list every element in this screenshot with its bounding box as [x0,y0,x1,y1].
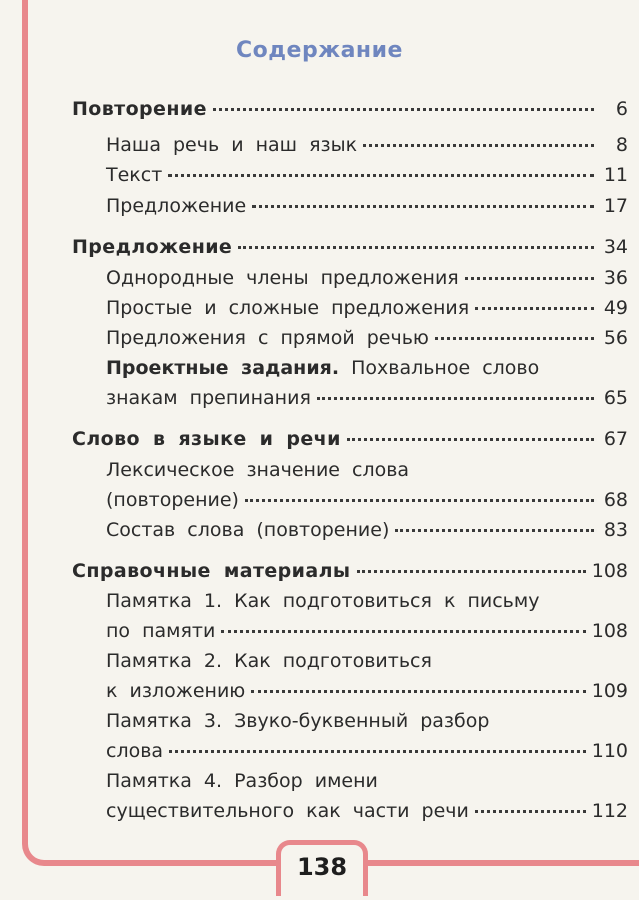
toc-entry-first-line: Лексическое значение слова [106,459,410,481]
toc-page-number: 17 [603,195,628,217]
toc-entry-text: Простые и сложные предложения [106,297,470,319]
toc-entry-text: Предложение [72,236,233,258]
toc-entry[interactable] [106,740,628,762]
toc-page-number: 112 [591,800,628,822]
dot-leader [475,307,594,310]
toc-entry[interactable] [106,134,628,156]
toc-entry-text: Состав слова (повторение) [106,519,390,541]
toc-page-number: 108 [591,620,628,642]
toc-entry-section[interactable] [72,98,628,120]
toc-entry-first-line [106,357,539,379]
dot-leader [251,690,585,693]
toc-page-number: 109 [591,680,628,702]
dot-leader [347,438,594,441]
toc-entry[interactable] [106,267,628,289]
toc-entry[interactable] [106,620,628,642]
dot-leader [168,174,594,177]
dot-leader [252,205,594,208]
toc-entry-text: Текст [106,164,163,186]
toc-entry[interactable] [106,387,628,409]
toc-entry-section[interactable] [72,560,628,582]
toc-entry-text: по памяти [106,620,216,642]
dot-leader [435,337,594,340]
dot-leader [245,499,594,502]
dot-leader [238,246,594,249]
dot-leader [475,810,586,813]
dot-leader [169,750,586,753]
toc-entry-first-line: Памятка 1. Как подготовиться к письму [106,590,540,612]
dot-leader [213,108,594,111]
page-title: Содержание [236,38,403,63]
toc-page-number: 6 [615,98,628,120]
toc-entry-text: к изложению [106,680,246,702]
toc-page-number: 8 [615,134,628,156]
toc-entry[interactable] [106,297,628,319]
toc-entry[interactable] [106,680,628,702]
toc-entry-text: знакам препинания [106,387,311,409]
toc-entry-first-line: Памятка 2. Как подготовиться [106,650,432,672]
toc-entry-text: Предложения с прямой речью [106,327,429,349]
toc-entry-text: Слово в языке и речи [72,428,341,450]
toc-page-number: 11 [603,164,628,186]
toc-page-number: 83 [603,519,628,541]
toc-entry-text: Похвальное слово [351,357,540,379]
toc-entry-text: слова [106,740,164,762]
toc-page-number: 34 [603,236,628,258]
toc-page-number: 36 [603,267,628,289]
toc-entry[interactable] [106,489,628,511]
toc-page-number: 49 [603,297,628,319]
dot-leader [363,144,594,147]
toc-entry-section[interactable] [72,236,628,258]
toc-entry-text: Повторение [72,98,207,120]
toc-entry-text: (повторение) [106,489,239,511]
toc-entry[interactable] [106,800,628,822]
toc-entry-section[interactable] [72,428,628,450]
dot-leader [221,630,585,633]
dot-leader [395,529,594,532]
toc-entry-text: Предложение [106,195,247,217]
dot-leader [465,277,594,280]
toc-entry[interactable] [106,519,628,541]
toc-entry-text: Однородные члены предложения [106,267,459,289]
toc-page-number: 67 [603,428,628,450]
toc-page-number: 65 [603,387,628,409]
toc-entry[interactable] [106,164,628,186]
toc-page-number: 110 [591,740,628,762]
toc-page-number: 108 [591,560,628,582]
toc-entry-first-line: Памятка 3. Звуко-буквенный разбор [106,710,490,732]
toc-entry-first-line: Памятка 4. Разбор имени [106,770,378,792]
toc-page-number: 56 [603,327,628,349]
toc-entry-text: Справочные материалы [72,560,351,582]
project-label: Проектные задания. [106,357,340,379]
toc-entry[interactable] [106,195,628,217]
page-number: 138 [276,840,368,896]
dot-leader [357,570,586,573]
toc-page-number: 68 [603,489,628,511]
toc-entry-text: существительного как части речи [106,800,469,822]
toc-entry[interactable] [106,327,628,349]
toc-entry-text: Наша речь и наш язык [106,134,358,156]
dot-leader [317,397,594,400]
